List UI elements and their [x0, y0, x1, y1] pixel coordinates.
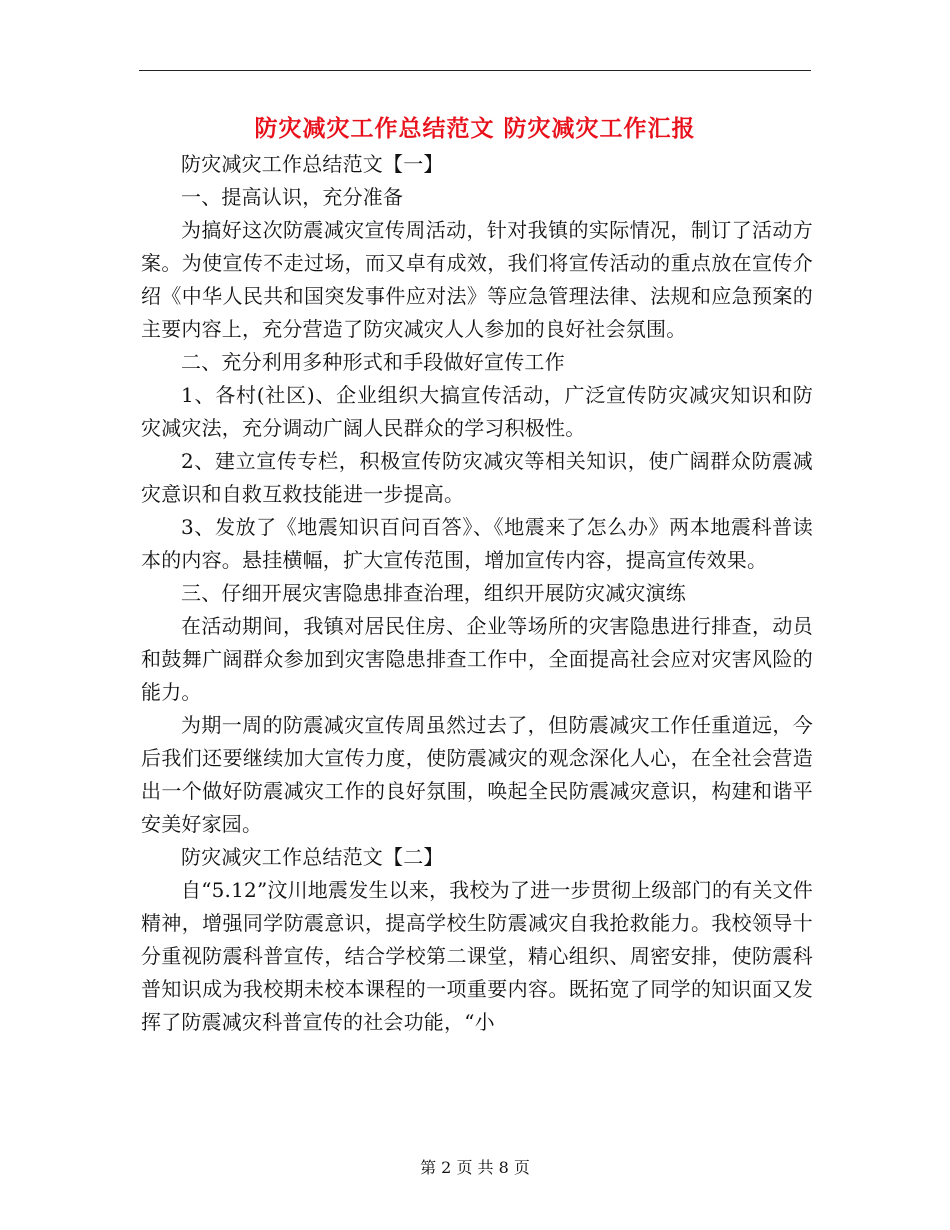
page-number-footer: 第 2 页 共 8 页 [420, 1158, 530, 1177]
paragraph: 2、建立宣传专栏，积极宣传防灾减灾等相关知识，使广阔群众防震减灾意识和自救互救技能进一步提高。 [141, 449, 813, 506]
subheading-2: 二、充分利用多种形式和手段做好宣传工作 [181, 350, 565, 374]
section-heading-1: 防灾减灾工作总结范文【一】 [181, 152, 444, 176]
paragraph: 为期一周的防震减灾宣传周虽然过去了，但防震减灾工作任重道远，今后我们还要继续加大宣传力度，使防震减灾的观念深化人心，在全社会营造出一个做好防震减灾工作的良好氛围，唤起全民防震减灾意识，构建和谐平安美好家园。 [141, 713, 813, 836]
paragraph: 为搞好这次防震减灾宣传周活动，针对我镇的实际情况，制订了活动方案。为使宣传不走过场，而又卓有成效，我们将宣传活动的重点放在宣传介绍《中华人民共和国突发事件应对法》等应急管理法律、法规和应急预案的主要内容上，充分营造了防灾减灾人人参加的良好社会氛围。 [141, 218, 813, 341]
subheading-3: 三、仔细开展灾害隐患排查治理，组织开展防灾减灾演练 [181, 581, 686, 605]
paragraph: 在活动期间，我镇对居民住房、企业等场所的灾害隐患进行排查，动员和鼓舞广阔群众参加到灾害隐患排查工作中，全面提高社会应对灾害风险的能力。 [141, 614, 813, 704]
section-heading-2: 防灾减灾工作总结范文【二】 [181, 845, 444, 869]
header-rule [139, 70, 811, 71]
subheading-1: 一、提高认识，充分准备 [181, 185, 404, 209]
paragraph: 3、发放了《地震知识百问百答》、《地震来了怎么办》两本地震科普读本的内容。悬挂横幅，扩大宣传范围，增加宣传内容，提高宣传效果。 [141, 515, 813, 572]
paragraph: 自“5.12”汶川地震发生以来，我校为了进一步贯彻上级部门的有关文件精神，增强同学防震意识，提高学校生防震减灾自我抢救能力。我校领导十分重视防震科普宣传，结合学校第二课堂，精心组织、周密安排，使防震科普知识成为我校期未校本课程的一项重要内容。既拓宽了同学的知识面又发挥了防震减灾科普宣传的社会功能，“小 [141, 878, 813, 1034]
document-title: 防灾减灾工作总结范文 防灾减灾工作汇报 [254, 115, 696, 142]
document-body [141, 148, 813, 1039]
paragraph: 1、各村(社区)、企业组织大搞宣传活动，广泛宣传防灾减灾知识和防灾减灾法，充分调动广阔人民群众的学习积极性。 [141, 383, 813, 440]
